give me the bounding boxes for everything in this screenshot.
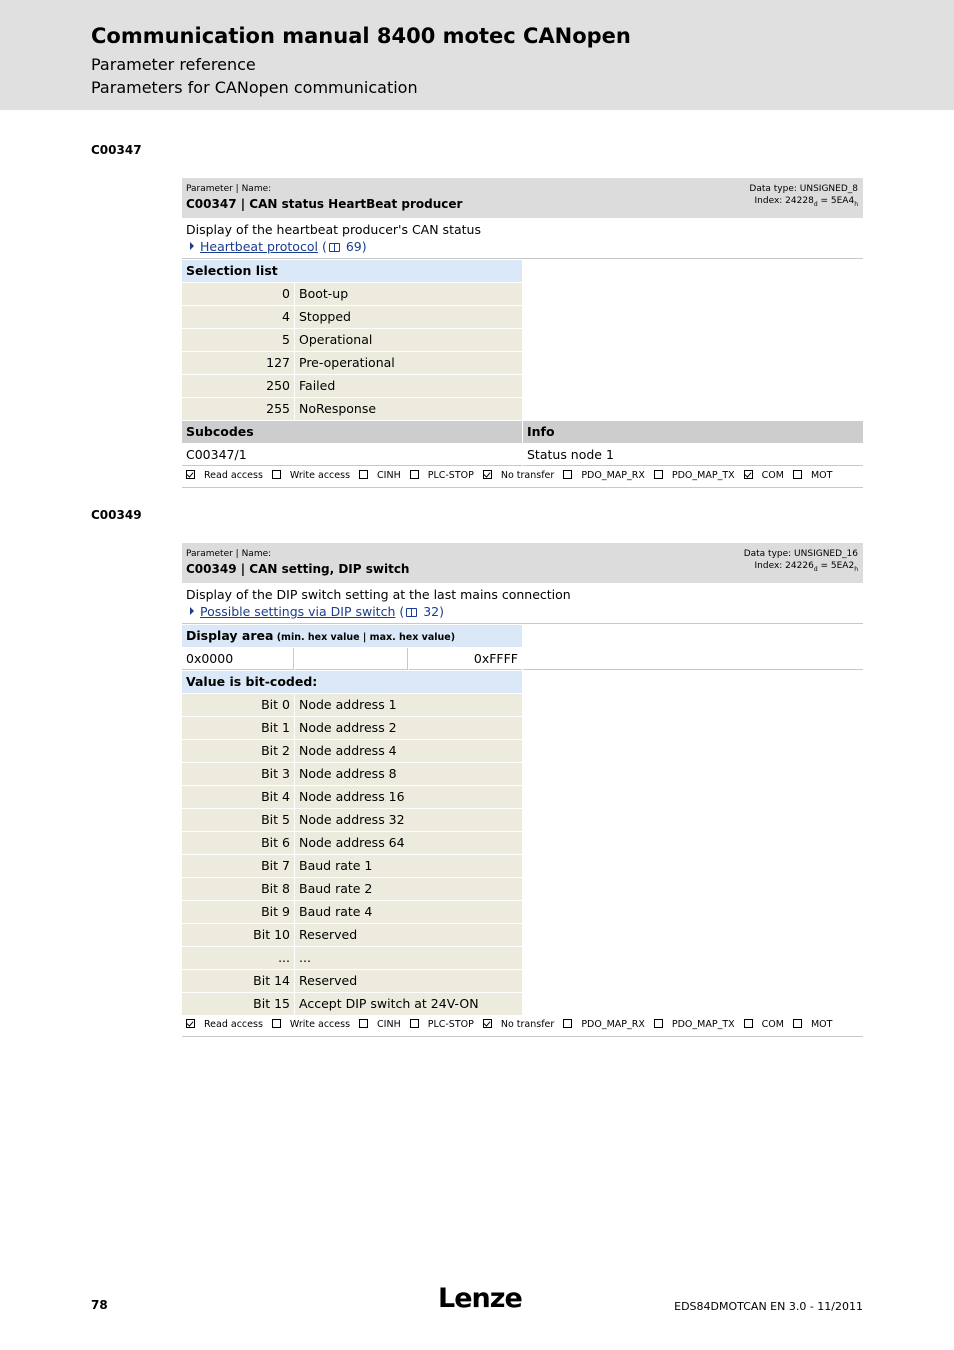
info-header: Info — [523, 421, 863, 443]
list-item — [182, 901, 863, 924]
item-value: ... — [182, 947, 294, 969]
display-area-header: Display area (min. hex value | max. hex value) — [182, 625, 522, 647]
unchecked-box-icon — [359, 470, 368, 479]
document-id: EDS84DMOTCAN EN 3.0 - 11/2011 — [674, 1300, 863, 1313]
access-flag-label: Write access — [289, 1019, 351, 1030]
item-label: Node address 4 — [295, 740, 522, 762]
access-flag-label: No transfer — [500, 470, 555, 481]
item-label: Accept DIP switch at 24V-ON — [295, 993, 522, 1015]
parameter-index: Index: $24226_d = 5EA2_h$ — [754, 561, 858, 573]
item-label: Node address 1 — [295, 694, 522, 716]
item-value: 0 — [182, 283, 294, 305]
section-label-c00347: C00347 — [91, 143, 142, 157]
access-flag — [186, 470, 263, 481]
access-flag — [654, 470, 735, 481]
page-ref[interactable]: ( 32) — [399, 604, 445, 619]
list-item — [182, 878, 863, 901]
list-item — [182, 717, 863, 740]
access-flag-label: PDO_MAP_TX — [671, 470, 735, 481]
access-flag — [744, 470, 784, 481]
item-value: Bit 9 — [182, 901, 294, 923]
description-text: Display of the heartbeat producer's CAN status — [186, 222, 481, 237]
access-flag — [563, 470, 645, 481]
access-flag-label: Write access — [289, 470, 351, 481]
parameter-name-label: Parameter | Name: — [186, 184, 272, 194]
parameter-header — [182, 178, 863, 218]
access-flag — [654, 1019, 735, 1030]
item-label: Boot-up — [295, 283, 522, 305]
unchecked-box-icon — [563, 1019, 572, 1028]
access-flag — [483, 470, 554, 481]
access-flags — [182, 1016, 863, 1037]
item-value: Bit 14 — [182, 970, 294, 992]
access-flag — [359, 470, 401, 481]
item-label: Pre-operational — [295, 352, 522, 374]
item-label: NoResponse — [295, 398, 522, 420]
item-value: Bit 1 — [182, 717, 294, 739]
item-value: 255 — [182, 398, 294, 420]
access-flag — [793, 470, 832, 481]
access-flag-label: COM — [761, 470, 784, 481]
access-flags — [182, 467, 863, 488]
book-icon — [406, 608, 417, 617]
item-value: Bit 2 — [182, 740, 294, 762]
list-item — [182, 329, 863, 352]
item-value: Bit 3 — [182, 763, 294, 785]
description-text: Display of the DIP switch setting at the last mains connection — [186, 587, 571, 602]
access-flag-label: CINH — [377, 470, 401, 481]
arrow-right-icon — [190, 607, 194, 615]
unchecked-box-icon — [793, 1019, 802, 1028]
bit-list — [182, 694, 863, 1016]
item-value: 5 — [182, 329, 294, 351]
list-item — [182, 763, 863, 786]
item-value: 4 — [182, 306, 294, 328]
access-flag-label: Read access — [204, 1019, 263, 1030]
max-value: 0xFFFF — [409, 648, 522, 670]
dip-switch-settings-link[interactable]: Possible settings via DIP switch — [200, 604, 396, 619]
access-flag-label: PDO_MAP_TX — [671, 1019, 735, 1030]
access-flag-label: No transfer — [500, 1019, 555, 1030]
book-icon — [329, 243, 340, 252]
access-flag-label: PLC-STOP — [427, 470, 474, 481]
item-value: 250 — [182, 375, 294, 397]
access-flag — [563, 1019, 645, 1030]
access-flag-label: COM — [761, 1019, 784, 1030]
access-flag-label: CINH — [377, 1019, 401, 1030]
unchecked-box-icon — [272, 1019, 281, 1028]
access-flag — [793, 1019, 832, 1030]
unchecked-box-icon — [359, 1019, 368, 1028]
empty-cell — [295, 648, 408, 670]
item-value: Bit 0 — [182, 694, 294, 716]
item-value: 127 — [182, 352, 294, 374]
access-flag — [272, 1019, 350, 1030]
lenze-logo: Lenze — [438, 1283, 522, 1314]
list-item — [182, 970, 863, 993]
unchecked-box-icon — [793, 470, 802, 479]
access-flag — [186, 1019, 263, 1030]
item-label: Node address 32 — [295, 809, 522, 831]
subcode-info: Status node 1 — [523, 444, 863, 466]
access-flag-label: MOT — [810, 470, 833, 481]
arrow-right-icon — [190, 242, 194, 250]
bit-coded-header: Value is bit-coded: — [182, 671, 522, 693]
page-number: 78 — [91, 1298, 108, 1312]
section-title: Parameters for CANopen communication — [91, 78, 418, 97]
list-item — [182, 947, 863, 970]
unchecked-box-icon — [563, 470, 572, 479]
list-item — [182, 740, 863, 763]
item-label: Baud rate 1 — [295, 855, 522, 877]
item-label: Baud rate 2 — [295, 878, 522, 900]
checked-box-icon — [186, 1019, 195, 1028]
section-label-c00349: C00349 — [91, 508, 142, 522]
access-flag-label: PLC-STOP — [427, 1019, 474, 1030]
data-type: Data type: UNSIGNED_16 — [743, 549, 858, 559]
subcodes-header: Subcodes — [182, 421, 522, 443]
list-item — [182, 809, 863, 832]
page-header — [0, 0, 954, 110]
item-value: Bit 10 — [182, 924, 294, 946]
unchecked-box-icon — [654, 470, 663, 479]
parameter-name-label: Parameter | Name: — [186, 549, 272, 559]
cross-reference — [190, 604, 444, 619]
list-item — [182, 283, 863, 306]
parameter-index: Index: $24228_d = 5EA4_h$ — [754, 196, 858, 208]
item-value: Bit 5 — [182, 809, 294, 831]
list-item — [182, 832, 863, 855]
access-flag-label: Read access — [204, 470, 263, 481]
selection-list — [182, 283, 863, 421]
list-item — [182, 352, 863, 375]
unchecked-box-icon — [410, 1019, 419, 1028]
chapter-title: Parameter reference — [91, 55, 256, 74]
list-item — [182, 786, 863, 809]
item-label: Reserved — [295, 970, 522, 992]
item-label: Baud rate 4 — [295, 901, 522, 923]
list-item — [182, 306, 863, 329]
item-label: Node address 2 — [295, 717, 522, 739]
item-label: ... — [295, 947, 522, 969]
min-value: 0x0000 — [182, 648, 294, 670]
parameter-description — [182, 218, 863, 259]
list-item — [182, 398, 863, 421]
item-label: Reserved — [295, 924, 522, 946]
item-label: Failed — [295, 375, 522, 397]
parameter-header — [182, 543, 863, 583]
list-item — [182, 924, 863, 947]
unchecked-box-icon — [744, 1019, 753, 1028]
item-value: Bit 6 — [182, 832, 294, 854]
document-title: Communication manual 8400 motec CANopen — [91, 24, 631, 48]
item-value: Bit 15 — [182, 993, 294, 1015]
selection-list-header: Selection list — [182, 260, 522, 282]
subcode-value: C00347/1 — [182, 444, 522, 466]
list-item — [182, 694, 863, 717]
item-value: Bit 4 — [182, 786, 294, 808]
unchecked-box-icon — [410, 470, 419, 479]
access-flag — [410, 1019, 474, 1030]
item-label: Stopped — [295, 306, 522, 328]
list-item — [182, 993, 863, 1016]
cross-reference — [190, 239, 367, 254]
access-flag — [744, 1019, 784, 1030]
access-flag-label: MOT — [810, 1019, 833, 1030]
item-value: Bit 8 — [182, 878, 294, 900]
access-flag — [359, 1019, 401, 1030]
access-flag-label: PDO_MAP_RX — [581, 1019, 645, 1030]
unchecked-box-icon — [272, 470, 281, 479]
checked-box-icon — [483, 470, 492, 479]
data-type: Data type: UNSIGNED_8 — [749, 184, 858, 194]
access-flag-label: PDO_MAP_RX — [581, 470, 645, 481]
checked-box-icon — [186, 470, 195, 479]
item-label: Node address 64 — [295, 832, 522, 854]
access-flag — [410, 470, 474, 481]
item-label: Node address 8 — [295, 763, 522, 785]
page-ref[interactable]: ( 69) — [321, 239, 367, 254]
heartbeat-protocol-link[interactable]: Heartbeat protocol — [200, 239, 318, 254]
unchecked-box-icon — [654, 1019, 663, 1028]
item-value: Bit 7 — [182, 855, 294, 877]
list-item — [182, 375, 863, 398]
checked-box-icon — [744, 470, 753, 479]
parameter-table-c00347 — [182, 178, 863, 488]
parameter-name: C00347 | CAN status HeartBeat producer — [186, 197, 463, 211]
parameter-table-c00349 — [182, 543, 863, 1037]
checked-box-icon — [483, 1019, 492, 1028]
list-item — [182, 855, 863, 878]
parameter-name: C00349 | CAN setting, DIP switch — [186, 562, 410, 576]
access-flag — [272, 470, 350, 481]
parameter-description — [182, 583, 863, 624]
access-flag — [483, 1019, 554, 1030]
item-label: Node address 16 — [295, 786, 522, 808]
item-label: Operational — [295, 329, 522, 351]
